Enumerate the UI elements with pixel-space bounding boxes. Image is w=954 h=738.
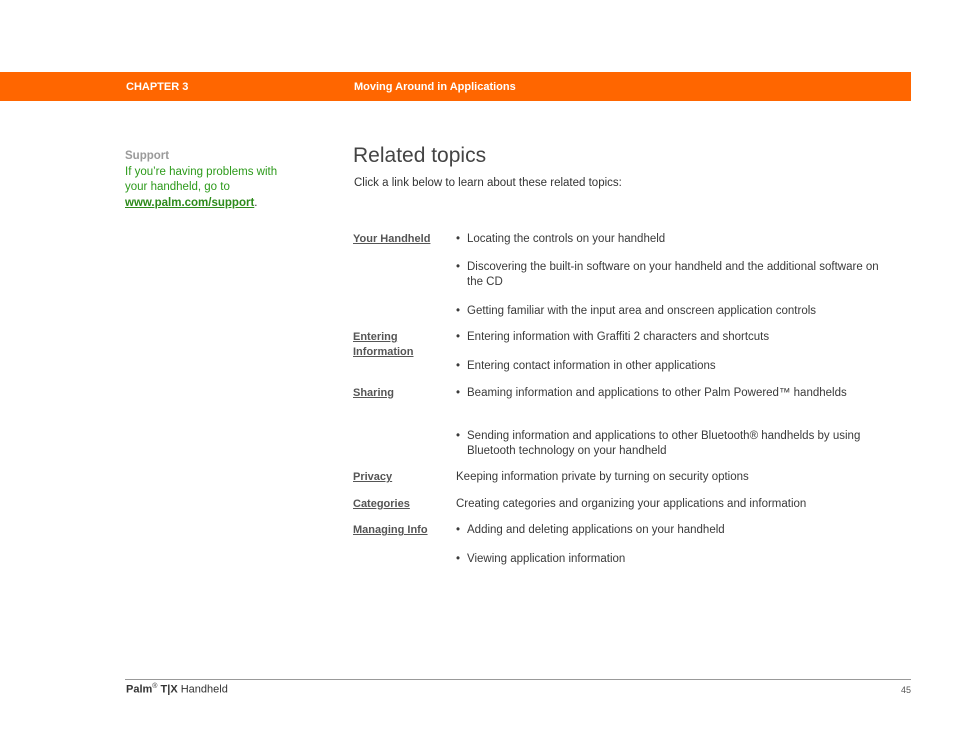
chapter-header-bar	[0, 72, 911, 101]
topic-link-sharing[interactable]: Sharing	[353, 387, 394, 399]
support-period: .	[254, 196, 258, 209]
footer-brand: Palm	[126, 683, 153, 696]
topic-item: • Locating the controls on your handheld	[456, 232, 881, 247]
footer-divider	[125, 679, 911, 680]
topic-item: • Beaming information and applications to other Palm Powered™ handhelds	[456, 386, 881, 401]
topic-item: Creating categories and organizing your applications and information	[456, 498, 807, 510]
footer-reg-mark: ®	[152, 683, 158, 690]
footer-product-name: Handheld	[180, 683, 228, 696]
topic-item: • Getting familiar with the input area and onscreen application controls	[456, 304, 881, 319]
topic-link-managing-info[interactable]: Managing Info	[353, 524, 428, 536]
support-description: If you’re having problems with your handheld, go to	[125, 165, 278, 193]
page-title: Related topics	[353, 144, 487, 167]
footer-model: T|X	[160, 683, 178, 696]
intro-text: Click a link below to learn about these related topics:	[354, 177, 622, 189]
page-number: 45	[900, 685, 911, 695]
topic-item: • Discovering the built-in software on your handheld and the additional software on the CD	[456, 260, 881, 290]
support-text	[125, 165, 295, 212]
topic-link-your-handheld[interactable]: Your Handheld	[353, 233, 431, 245]
chapter-label: CHAPTER 3	[126, 81, 189, 93]
topic-item: • Sending information and applications to other Bluetooth® handhelds by using Bluetooth technology on your handheld	[456, 429, 881, 459]
support-sidebar	[125, 149, 295, 211]
footer-product	[126, 683, 228, 696]
topic-link-privacy[interactable]: Privacy	[353, 471, 393, 483]
support-heading: Support	[125, 150, 170, 162]
topic-item: • Adding and deleting applications on your handheld	[456, 523, 881, 538]
topic-item: Keeping information private by turning on security options	[456, 471, 749, 483]
topic-link-categories[interactable]: Categories	[353, 498, 410, 510]
topic-link-entering-information[interactable]: Entering Information	[353, 331, 414, 358]
support-link[interactable]: www.palm.com/support	[125, 196, 255, 209]
topic-item: • Viewing application information	[456, 552, 881, 567]
chapter-title: Moving Around in Applications	[354, 81, 516, 93]
topic-item: • Entering contact information in other applications	[456, 359, 881, 374]
topic-item: • Entering information with Graffiti 2 characters and shortcuts	[456, 330, 881, 345]
